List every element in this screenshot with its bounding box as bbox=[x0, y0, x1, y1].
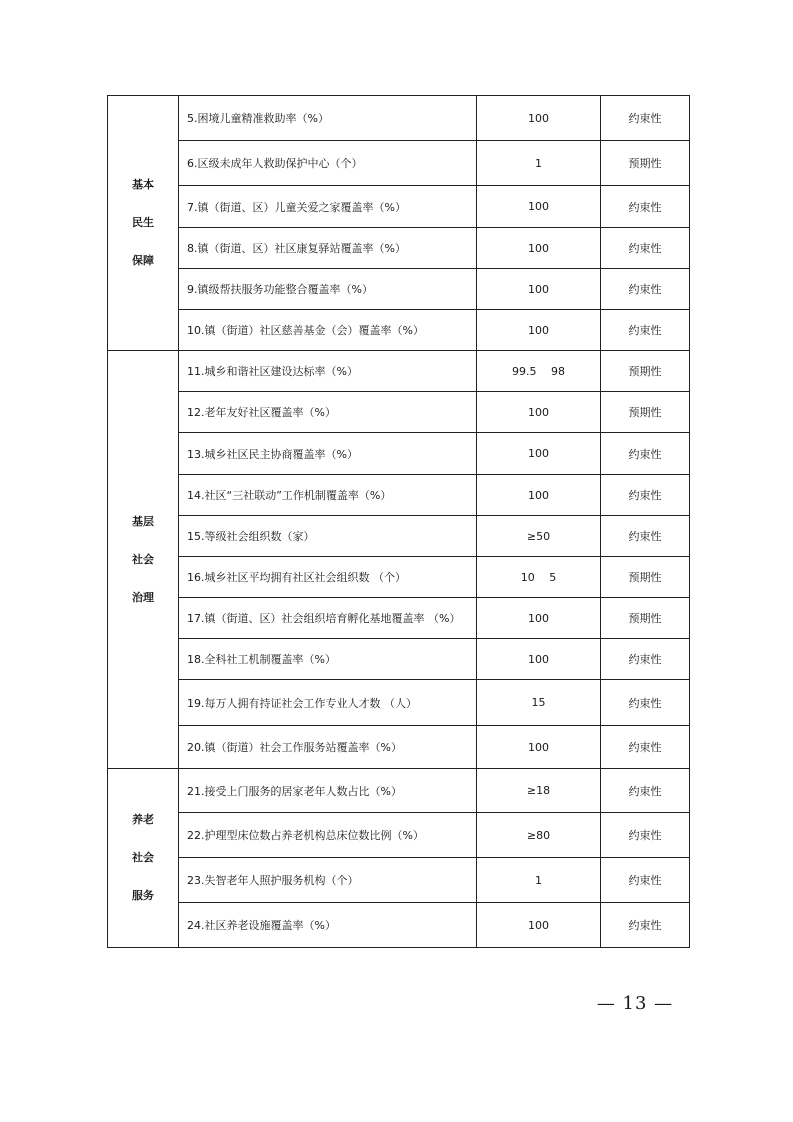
target-value: 100 bbox=[477, 228, 601, 269]
category-label-line: 养老 bbox=[132, 813, 154, 826]
category-label-line: 社会 bbox=[132, 552, 154, 566]
indicator-name: 19.每万人拥有持证社会工作专业人才数 （人） bbox=[179, 680, 477, 726]
indicator-nature: 约束性 bbox=[601, 769, 690, 813]
target-value: 1 bbox=[477, 141, 601, 186]
table-row bbox=[108, 392, 690, 433]
target-value: 10 5 bbox=[477, 557, 601, 598]
indicator-name: 11.城乡和谐社区建设达标率（%） bbox=[179, 351, 477, 392]
indicator-nature: 约束性 bbox=[601, 310, 690, 351]
indicator-nature: 约束性 bbox=[601, 433, 690, 475]
table-row bbox=[108, 813, 690, 858]
indicator-name: 7.镇（街道、区）儿童关爱之家覆盖率（%） bbox=[179, 186, 477, 228]
indicator-name: 12.老年友好社区覆盖率（%） bbox=[179, 392, 477, 433]
indicator-nature: 约束性 bbox=[601, 903, 690, 948]
target-value: 100 bbox=[477, 903, 601, 948]
target-value: ≥18 bbox=[477, 769, 601, 813]
category-cell bbox=[108, 351, 179, 769]
table-row bbox=[108, 903, 690, 948]
category-label-line: 社会 bbox=[132, 851, 154, 864]
target-value: 100 bbox=[477, 186, 601, 228]
indicator-nature: 预期性 bbox=[601, 141, 690, 186]
indicator-table-body bbox=[108, 96, 690, 948]
target-value: 1 bbox=[477, 858, 601, 903]
table-row bbox=[108, 557, 690, 598]
indicator-nature: 约束性 bbox=[601, 680, 690, 726]
target-value: 99.5 98 bbox=[477, 351, 601, 392]
indicator-nature: 预期性 bbox=[601, 351, 690, 392]
indicator-name: 22.护理型床位数占养老机构总床位数比例（%） bbox=[179, 813, 477, 858]
indicator-name: 18.全科社工机制覆盖率（%） bbox=[179, 639, 477, 680]
table-row bbox=[108, 186, 690, 228]
indicator-name: 13.城乡社区民主协商覆盖率（%） bbox=[179, 433, 477, 475]
indicator-nature: 约束性 bbox=[601, 516, 690, 557]
target-value: 100 bbox=[477, 475, 601, 516]
table-row bbox=[108, 269, 690, 310]
indicator-nature: 约束性 bbox=[601, 269, 690, 310]
indicator-name: 21.接受上门服务的居家老年人数占比（%） bbox=[179, 769, 477, 813]
category-cell bbox=[108, 96, 179, 351]
table-row bbox=[108, 433, 690, 475]
table-row bbox=[108, 228, 690, 269]
target-value: 100 bbox=[477, 269, 601, 310]
indicator-nature: 约束性 bbox=[601, 813, 690, 858]
indicator-name: 16.城乡社区平均拥有社区社会组织数 （个） bbox=[179, 557, 477, 598]
target-value: 100 bbox=[477, 726, 601, 769]
category-label-line: 民生 bbox=[132, 216, 154, 229]
target-value: ≥80 bbox=[477, 813, 601, 858]
target-value: 100 bbox=[477, 310, 601, 351]
indicator-nature: 预期性 bbox=[601, 557, 690, 598]
table-row bbox=[108, 858, 690, 903]
indicator-nature: 约束性 bbox=[601, 96, 690, 141]
indicator-name: 8.镇（街道、区）社区康复驿站覆盖率（%） bbox=[179, 228, 477, 269]
target-value: 100 bbox=[477, 96, 601, 141]
category-label-line: 基本 bbox=[132, 178, 154, 191]
indicator-nature: 约束性 bbox=[601, 726, 690, 769]
table-row bbox=[108, 639, 690, 680]
target-value: 100 bbox=[477, 598, 601, 639]
indicator-name: 14.社区“三社联动”工作机制覆盖率（%） bbox=[179, 475, 477, 516]
target-value: 100 bbox=[477, 392, 601, 433]
indicator-nature: 约束性 bbox=[601, 228, 690, 269]
indicator-nature: 预期性 bbox=[601, 392, 690, 433]
indicator-name: 6.区级未成年人救助保护中心（个） bbox=[179, 141, 477, 186]
indicator-nature: 约束性 bbox=[601, 186, 690, 228]
target-value: 15 bbox=[477, 680, 601, 726]
category-cell bbox=[108, 769, 179, 948]
table-row bbox=[108, 141, 690, 186]
indicator-nature: 预期性 bbox=[601, 598, 690, 639]
indicator-nature: 约束性 bbox=[601, 858, 690, 903]
table-row bbox=[108, 726, 690, 769]
target-value: 100 bbox=[477, 639, 601, 680]
page-number: — 13 — bbox=[596, 993, 674, 1014]
category-label-line: 治理 bbox=[132, 590, 154, 604]
indicator-nature: 约束性 bbox=[601, 639, 690, 680]
indicator-name: 20.镇（街道）社会工作服务站覆盖率（%） bbox=[179, 726, 477, 769]
table-row bbox=[108, 310, 690, 351]
indicator-nature: 约束性 bbox=[601, 475, 690, 516]
category-label-line: 服务 bbox=[132, 889, 154, 902]
indicator-name: 5.困境儿童精准救助率（%） bbox=[179, 96, 477, 141]
table-row bbox=[108, 351, 690, 392]
indicator-name: 24.社区养老设施覆盖率（%） bbox=[179, 903, 477, 948]
target-value: 100 bbox=[477, 433, 601, 475]
table-row bbox=[108, 475, 690, 516]
indicator-name: 17.镇（街道、区）社会组织培育孵化基地覆盖率 （%） bbox=[179, 598, 477, 639]
table-row bbox=[108, 516, 690, 557]
target-value: ≥50 bbox=[477, 516, 601, 557]
category-label-line: 基层 bbox=[132, 514, 154, 528]
indicator-name: 15.等级社会组织数（家） bbox=[179, 516, 477, 557]
table-row bbox=[108, 96, 690, 141]
category-label-line: 保障 bbox=[132, 254, 154, 267]
indicator-name: 23.失智老年人照护服务机构（个） bbox=[179, 858, 477, 903]
table-row bbox=[108, 598, 690, 639]
table-row bbox=[108, 769, 690, 813]
table-row bbox=[108, 680, 690, 726]
indicator-name: 10.镇（街道）社区慈善基金（会）覆盖率（%） bbox=[179, 310, 477, 351]
indicator-name: 9.镇级帮扶服务功能整合覆盖率（%） bbox=[179, 269, 477, 310]
indicator-table bbox=[107, 95, 690, 948]
